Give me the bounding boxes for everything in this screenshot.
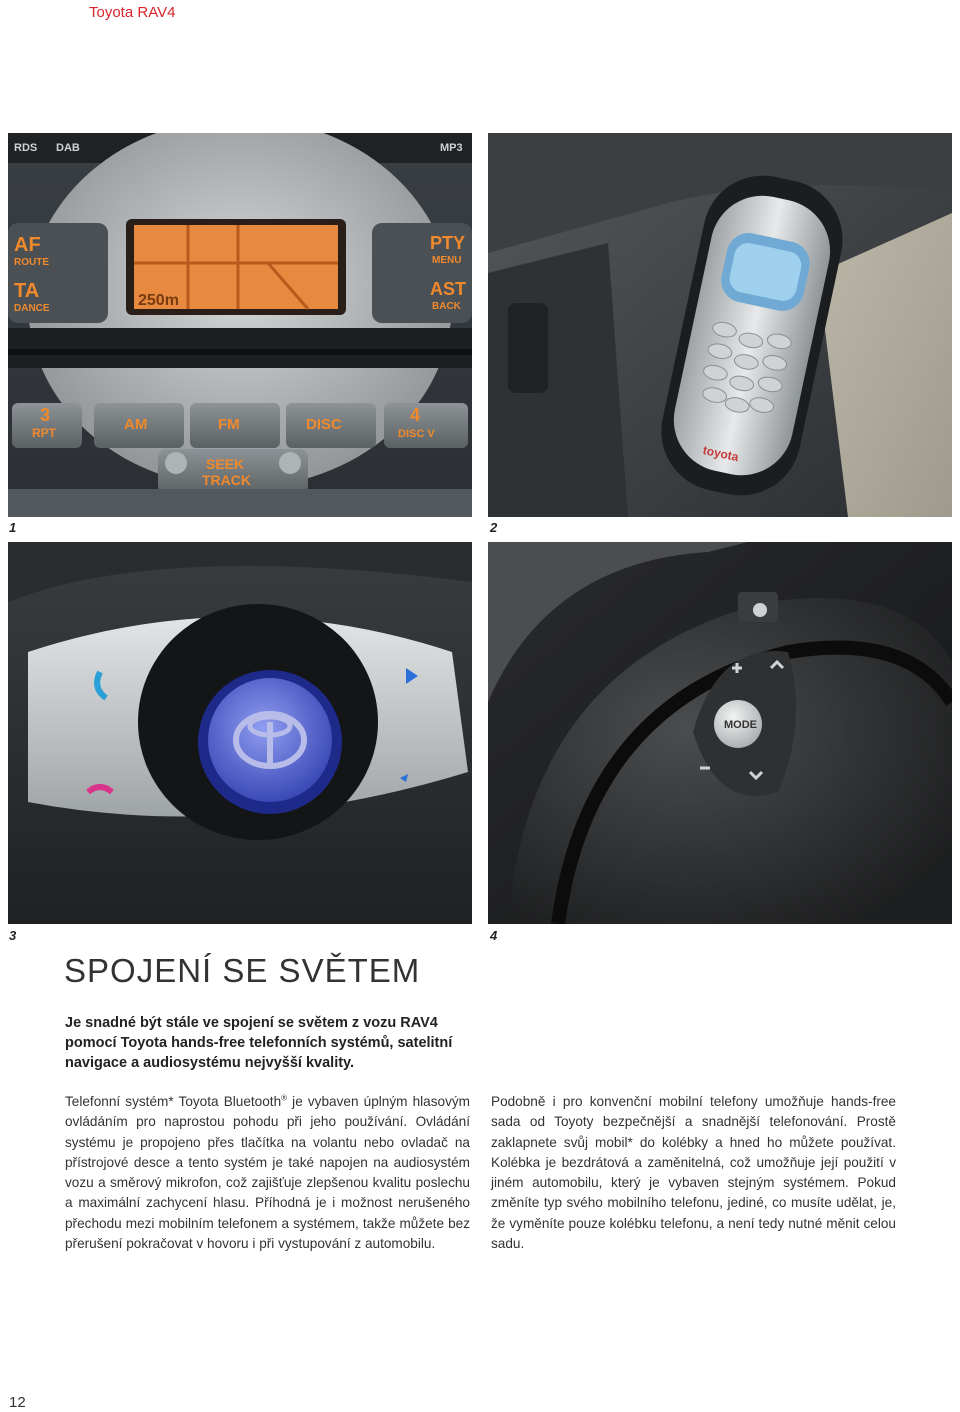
label-ta-sub: DANCE	[14, 303, 50, 314]
label-ta: TA	[14, 280, 40, 302]
phone-illustration	[488, 133, 952, 517]
radio-illustration	[8, 133, 472, 517]
label-distance: 250m	[138, 292, 179, 309]
label-am: AM	[124, 416, 148, 433]
photo-radio-navigation	[8, 133, 472, 517]
label-disc-v: DISC V	[398, 428, 435, 440]
label-rds: RDS	[14, 142, 38, 154]
photo-caption-3: 3	[9, 928, 17, 943]
label-mp3: MP3	[440, 142, 463, 154]
photo-steering-wheel-controls	[488, 542, 952, 924]
photo-caption-2: 2	[490, 520, 498, 535]
label-pty-sub: MENU	[432, 255, 462, 266]
label-ast: AST	[430, 279, 466, 299]
label-af-sub: ROUTE	[14, 257, 49, 268]
controller-illustration	[8, 542, 472, 924]
label-track: TRACK	[202, 472, 251, 488]
label-seek: SEEK	[206, 456, 245, 472]
label-pty: PTY	[430, 233, 466, 253]
label-fm: FM	[218, 416, 240, 433]
photo-handsfree-controller	[8, 542, 472, 924]
article-lead: Je snadné být stále ve spojení se světem z vozu RAV4 pomocí Toyota hands-free telefonních systémů, satelitní navigace a audiosystému nejvyšší kvality.	[65, 1015, 453, 1071]
page-number: 12	[9, 1394, 26, 1411]
cradle-brand-label: toyota	[701, 443, 740, 465]
registered-mark: ®	[281, 1093, 288, 1103]
label-dab: DAB	[56, 142, 80, 154]
steering-wheel-illustration	[488, 542, 952, 924]
photo-caption-4: 4	[490, 928, 498, 943]
label-3: 3	[40, 405, 51, 425]
label-rpt: RPT	[32, 426, 56, 440]
label-ast-sub: BACK	[432, 301, 461, 312]
article-heading: SPOJENÍ SE SVĚTEM	[64, 952, 421, 989]
paragraph-part-b: je vybaven úplným hlasovým ovládáním pro naprostou pohodu při jeho používání. Ovládání systému je propojeno přes tlačítka na volantu nebo ovladač na přístrojové desce a tento systém je také napojen na audiosystém vozu a směrový mikrofon, což zajišťuje zlepšenou kvalitu poslechu a maximální zachycení hlasu. Příhodná je i možnost nerušeného přechodu mezi mobilním telefonem a systémem, takže můžete bez přerušení pokračovat v hovoru i při vystupování z automobilu.	[65, 1094, 470, 1252]
article-paragraph-cradle: Podobně i pro konvenční mobilní telefony umožňuje hands-free sada od Toyoty bezpečnější a snadnější telefonování. Prostě zaklapnete svůj mobil* do kolébky a hned ho můžete používat. Kolébka je bezdrátová a zaměnitelná, což umožňuje její použití v jiném automobilu, který je vybaven stejným systémem. Pokud změníte typ svého mobilního telefonu, jediné, co musíte udělat, je, že vyměníte pouze kolébku telefonu, a není tedy nutné měnit celou sadu.	[491, 1094, 896, 1252]
label-4: 4	[410, 405, 421, 425]
paragraph-part-a: Telefonní systém* Toyota Bluetooth	[65, 1094, 282, 1109]
article-paragraph-bluetooth	[65, 1092, 470, 1254]
photo-caption-1: 1	[9, 520, 17, 535]
brand-header: Toyota RAV4	[89, 4, 176, 21]
label-disc: DISC	[306, 416, 342, 433]
label-af: AF	[14, 234, 41, 256]
mode-button-label: MODE	[724, 719, 757, 731]
photo-phone-cradle	[488, 133, 952, 517]
